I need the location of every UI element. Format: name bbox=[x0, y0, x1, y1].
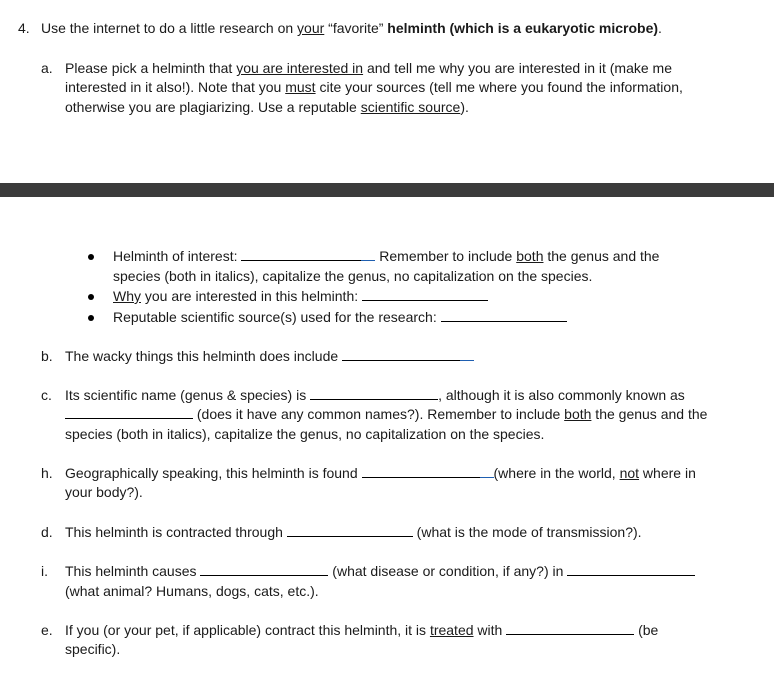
geography-blank[interactable] bbox=[362, 466, 480, 478]
part-b-line: The wacky things this helminth does include bbox=[65, 348, 474, 364]
blue-underline-mark bbox=[361, 249, 375, 261]
part-a-line-2: interested in it also!). Note that you must cite your sources (tell me where you found the information, bbox=[65, 79, 683, 95]
part-e-line-1: If you (or your pet, if applicable) contract this helminth, it is treated with (be bbox=[65, 622, 659, 638]
bullet-dot bbox=[88, 254, 94, 260]
question-4-number: 4. bbox=[18, 20, 30, 36]
part-i-line-1: This helminth causes (what disease or condition, if any?) in bbox=[65, 563, 695, 579]
mode-of-transmission-blank[interactable] bbox=[287, 525, 413, 537]
question-4-prompt: Use the internet to do a little research on your “favorite” helminth (which is a eukaryotic microbe). bbox=[41, 20, 662, 36]
blue-underline-mark bbox=[480, 466, 494, 478]
part-c-line-3: species (both in italics), capitalize the genus, no capitalization on the species. bbox=[65, 426, 545, 442]
common-name-blank[interactable] bbox=[65, 407, 193, 419]
part-a-line-3: otherwise you are plagiarizing. Use a reputable scientific source). bbox=[65, 99, 469, 115]
host-animal-blank[interactable] bbox=[567, 564, 695, 576]
part-i-label: i. bbox=[41, 563, 48, 579]
part-e-line-2: specific). bbox=[65, 641, 121, 657]
part-c-label: c. bbox=[41, 387, 52, 403]
part-c-line-2: (does it have any common names?). Remember to include both the genus and the bbox=[65, 406, 707, 422]
disease-blank[interactable] bbox=[200, 564, 328, 576]
part-a-line-1: Please pick a helminth that you are interested in and tell me why you are interested in it (make me bbox=[65, 60, 672, 76]
part-d-line: This helminth is contracted through (what is the mode of transmission?). bbox=[65, 524, 642, 540]
helminth-of-interest-blank[interactable] bbox=[241, 249, 361, 261]
part-i-line-2: (what animal? Humans, dogs, cats, etc.). bbox=[65, 583, 319, 599]
wacky-things-blank[interactable] bbox=[342, 349, 460, 361]
part-d-label: d. bbox=[41, 524, 53, 540]
bullet-scientific-sources: Reputable scientific source(s) used for the research: bbox=[113, 309, 567, 325]
part-c-line-1: Its scientific name (genus & species) is , although it is also commonly known as bbox=[65, 387, 685, 403]
part-a-label: a. bbox=[41, 60, 53, 76]
scientific-sources-blank[interactable] bbox=[441, 310, 567, 322]
bullet-why-interested: Why you are interested in this helminth: bbox=[113, 288, 488, 304]
part-h-line-2: your body?). bbox=[65, 484, 143, 500]
part-h-label: h. bbox=[41, 465, 53, 481]
scientific-name-blank[interactable] bbox=[310, 388, 438, 400]
page-divider bbox=[0, 183, 774, 197]
blue-underline-mark bbox=[460, 349, 474, 361]
why-interested-blank[interactable] bbox=[362, 289, 488, 301]
part-b-label: b. bbox=[41, 348, 53, 364]
bullet-helminth-of-interest-cont: species (both in italics), capitalize the genus, no capitalization on the species. bbox=[113, 268, 593, 284]
part-h-line-1: Geographically speaking, this helminth is found (where in the world, not where in bbox=[65, 465, 696, 481]
treatment-blank[interactable] bbox=[506, 623, 634, 635]
bullet-dot bbox=[88, 315, 94, 321]
bullet-helminth-of-interest: Helminth of interest: Remember to include both the genus and the bbox=[113, 248, 660, 264]
part-e-label: e. bbox=[41, 622, 53, 638]
bullet-dot bbox=[88, 294, 94, 300]
